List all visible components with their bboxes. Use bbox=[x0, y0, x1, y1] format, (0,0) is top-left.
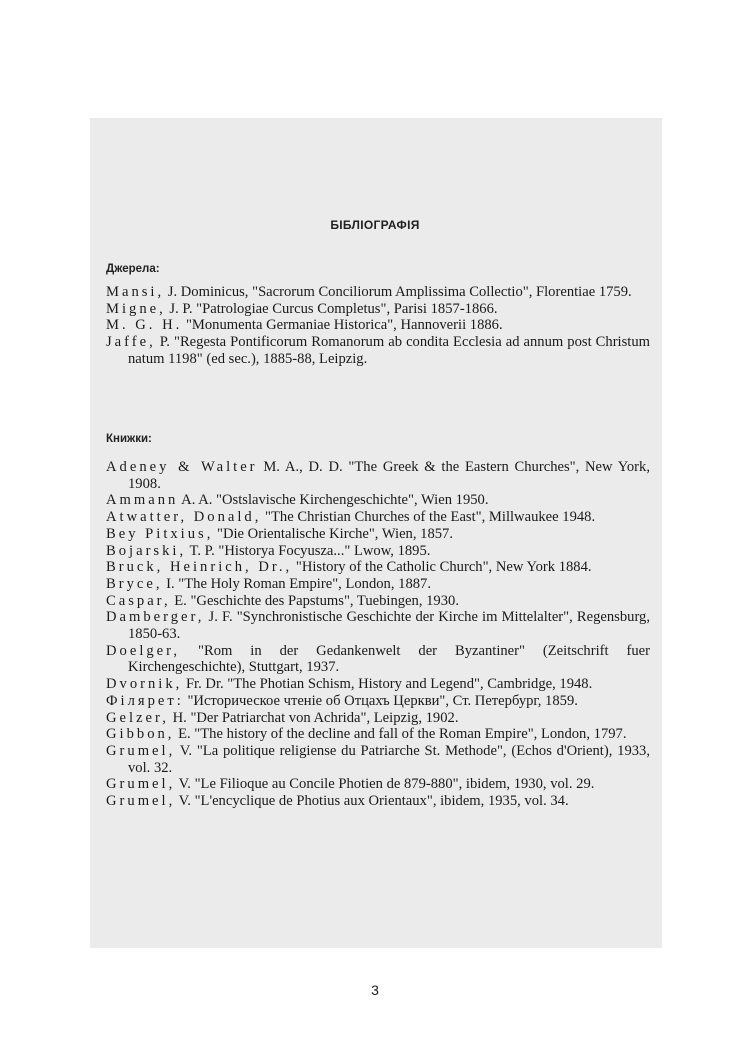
entry-author: Філярет: bbox=[106, 692, 184, 709]
bibliography-entry bbox=[106, 676, 650, 693]
bibliography-entry bbox=[106, 726, 650, 743]
entry-text: A. A. "Ostslavische Kirchengeschichte", Wien 1950. bbox=[178, 492, 489, 509]
entry-text: "History of the Catholic Church", New York 1884. bbox=[292, 559, 592, 576]
entry-text: "Monumenta Germaniae Historica", Hannoverii 1886. bbox=[182, 317, 503, 334]
bibliography-entry bbox=[106, 743, 650, 776]
entry-text: I. "The Holy Roman Empire", London, 1887. bbox=[162, 575, 431, 592]
entry-author: Doelger, bbox=[106, 642, 181, 659]
bibliography-entry bbox=[106, 334, 650, 367]
entry-text: J. Dominicus, "Sacrorum Conciliorum Amplissima Collectio", Florentiae 1759. bbox=[164, 284, 632, 300]
entry-text: "Историческое чтеніе об Отцахъ Церкви", Ст. Петербург, 1859. bbox=[183, 692, 578, 709]
entry-text: V. "L'encyclique de Photius aux Orientaux", ibidem, 1935, vol. 34. bbox=[175, 793, 569, 810]
entry-author: Damberger, bbox=[106, 609, 205, 626]
entry-author: Bruck, Heinrich, Dr., bbox=[106, 559, 293, 576]
bibliography-entry bbox=[106, 492, 650, 509]
entry-author: Bojarski, bbox=[106, 542, 187, 559]
entry-text: E. "Geschichte des Papstums", Tuebingen, 1930. bbox=[170, 592, 459, 609]
entry-text: E. "The history of the decline and fall of the Roman Empire", London, 1797. bbox=[174, 726, 627, 743]
bibliography-entry bbox=[106, 526, 650, 543]
bibliography-entry bbox=[106, 301, 650, 318]
bibliography-entry bbox=[106, 710, 650, 727]
page-number: 3 bbox=[371, 982, 379, 998]
entry-author: Dvornik, bbox=[106, 676, 183, 693]
bibliography-entry bbox=[106, 609, 650, 642]
entry-text: "The Christian Churches of the East", Millwaukee 1948. bbox=[261, 509, 596, 526]
bibliography-entry bbox=[106, 776, 650, 793]
entry-author: Caspar, bbox=[106, 592, 171, 609]
entry-text: V. "Le Filioque au Concile Photien de 879-880", ibidem, 1930, vol. 29. bbox=[175, 776, 595, 793]
entry-author: Atwatter, Donald, bbox=[106, 509, 262, 526]
bibliography-entry bbox=[106, 576, 650, 593]
entry-text: Fr. Dr. "The Photian Schism, History and Legend", Cambridge, 1948. bbox=[182, 676, 593, 693]
entry-text: T. P. "Historya Focyusza..." Lwow, 1895. bbox=[186, 542, 431, 559]
entry-text: "Die Orientalische Kirche", Wien, 1857. bbox=[213, 525, 453, 542]
bibliography-entry bbox=[106, 643, 650, 676]
entry-author: Ammann bbox=[106, 492, 179, 509]
sources-list bbox=[106, 284, 650, 368]
books-heading: Книжки: bbox=[106, 433, 152, 445]
bibliography-entry bbox=[106, 559, 650, 576]
entry-text: M. A., D. D. "The Greek & the Eastern Churches", New York, 1908. bbox=[128, 459, 650, 492]
entry-author: Migne, bbox=[106, 300, 166, 317]
entry-author: M. G. H. bbox=[106, 317, 183, 334]
sources-heading: Джерела: bbox=[106, 263, 160, 275]
entry-author: Jaffe, bbox=[106, 334, 156, 351]
entry-text: J. F. "Synchronistische Geschichte der Kirche im Mittelalter", Regensburg, 1850-63. bbox=[128, 609, 650, 643]
entry-text: J. P. "Patrologiae Curcus Completus", Parisi 1857-1866. bbox=[165, 300, 498, 317]
page-title: БІБЛІОГРАФІЯ bbox=[330, 218, 420, 232]
entry-author: Adeney & Walter bbox=[106, 459, 258, 475]
entry-author: Gibbon, bbox=[106, 726, 175, 743]
bibliography-entry bbox=[106, 459, 650, 492]
entry-author: Grumel, bbox=[106, 793, 176, 810]
entry-author: Grumel, bbox=[106, 742, 176, 759]
bibliography-entry bbox=[106, 543, 650, 560]
bibliography-entry bbox=[106, 693, 650, 710]
entry-author: Grumel, bbox=[106, 776, 176, 793]
entry-text: P. "Regesta Pontificorum Romanorum ab condita Ecclesia ad annum post Christum natum 1198" (ed sec.), 1885-88, Leipzig. bbox=[128, 334, 650, 367]
entry-author: Gelzer, bbox=[106, 709, 169, 726]
bibliography-entry bbox=[106, 593, 650, 610]
entry-author: Bey Pitxius, bbox=[106, 525, 214, 542]
bibliography-entry bbox=[106, 317, 650, 334]
entry-text: H. "Der Patriarchat von Achrida", Leipzig, 1902. bbox=[168, 709, 459, 726]
bibliography-entry bbox=[106, 793, 650, 810]
entry-text: "Rom in der Gedankenwelt der Byzantiner" (Zeitschrift fuer Kirchengeschichte), Stuttgart, 1937. bbox=[128, 642, 650, 676]
bibliography-entry bbox=[106, 284, 650, 301]
books-list bbox=[106, 459, 650, 810]
bibliography-entry bbox=[106, 509, 650, 526]
entry-author: Mansi, bbox=[106, 284, 165, 300]
entry-text: V. "La politique religiense du Patriarche St. Methode", (Echos d'Orient), 1933, vol. 32. bbox=[128, 742, 650, 776]
entry-author: Bryce, bbox=[106, 575, 163, 592]
